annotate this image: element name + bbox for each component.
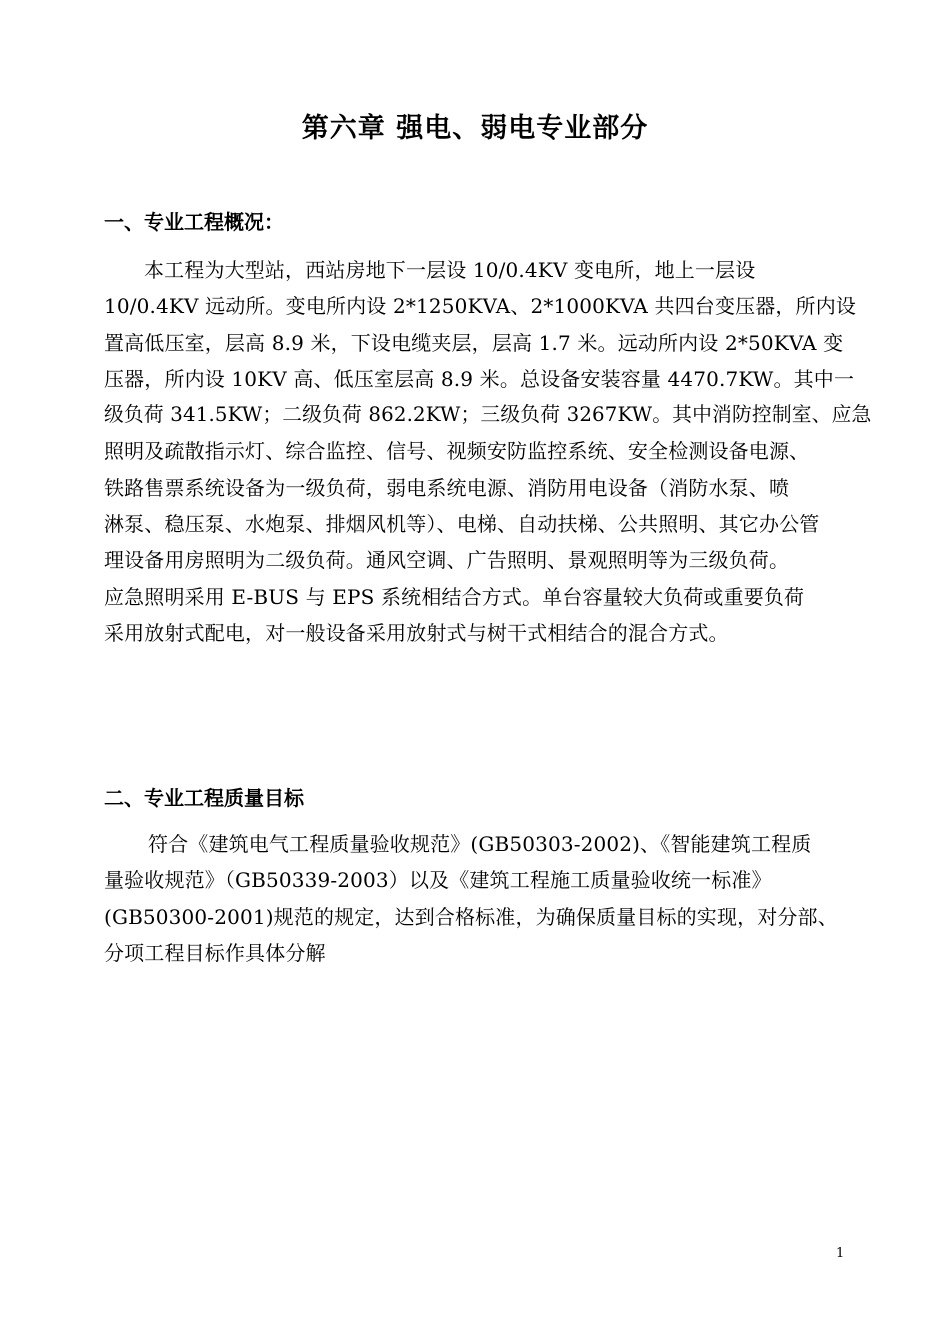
paragraph-line: 照明及疏散指示灯、综合监控、信号、视频安防监控系统、安全检测设备电源、 bbox=[104, 439, 810, 464]
paragraph-line: 10/0.4KV 远动所。变电所内设 2*1250KVA、2*1000KVA 共四台变压器，所内设 bbox=[104, 294, 856, 319]
section-body-overview bbox=[104, 252, 872, 651]
paragraph-line: 铁路售票系统设备为一级负荷，弱电系统电源、消防用电设备（消防水泵、喷 bbox=[104, 475, 790, 500]
paragraph-line: 理设备用房照明为二级负荷。通风空调、广告照明、景观照明等为三级负荷。 bbox=[104, 548, 790, 573]
page-number: 1 bbox=[836, 1246, 845, 1261]
paragraph-line: (GB50300-2001)规范的规定，达到合格标准，为确保质量目标的实现，对分部、 bbox=[104, 904, 838, 929]
paragraph-line: 量验收规范》（GB50339-2003）以及《建筑工程施工质量验收统一标准》 bbox=[104, 868, 772, 893]
paragraph-line: 符合《建筑电气工程质量验收规范》(GB50303-2002)、《智能建筑工程质 bbox=[148, 832, 812, 856]
section-heading-overview: 一、专业工程概况： bbox=[104, 210, 284, 234]
section-heading-quality-target: 二、专业工程质量目标 bbox=[104, 786, 304, 810]
paragraph-line: 淋泵、稳压泵、水炮泵、排烟风机等）、电梯、自动扶梯、公共照明、其它办公管 bbox=[104, 512, 820, 537]
chapter-title: 第六章 强电、弱电专业部分 bbox=[301, 113, 649, 144]
paragraph-line: 置高低压室，层高 8.9 米，下设电缆夹层，层高 1.7 米。远动所内设 2*50KVA 变 bbox=[104, 330, 844, 355]
paragraph-line: 采用放射式配电，对一般设备采用放射式与树干式相结合的混合方式。 bbox=[104, 620, 729, 645]
paragraph-line: 本工程为大型站，西站房地下一层设 10/0.4KV 变电所，地上一层设 bbox=[144, 258, 756, 282]
paragraph-line: 分项工程目标作具体分解 bbox=[104, 940, 326, 965]
paragraph-line: 应急照明采用 E-BUS 与 EPS 系统相结合方式。单台容量较大负荷或重要负荷 bbox=[104, 584, 805, 609]
section-body-quality-target bbox=[104, 826, 864, 971]
paragraph-line: 压器，所内设 10KV 高、低压室层高 8.9 米。总设备安装容量 4470.7KW。其中一 bbox=[104, 366, 855, 391]
paragraph-line: 级负荷 341.5KW；二级负荷 862.2KW；三级负荷 3267KW。其中消防控制室、应急 bbox=[104, 403, 872, 427]
